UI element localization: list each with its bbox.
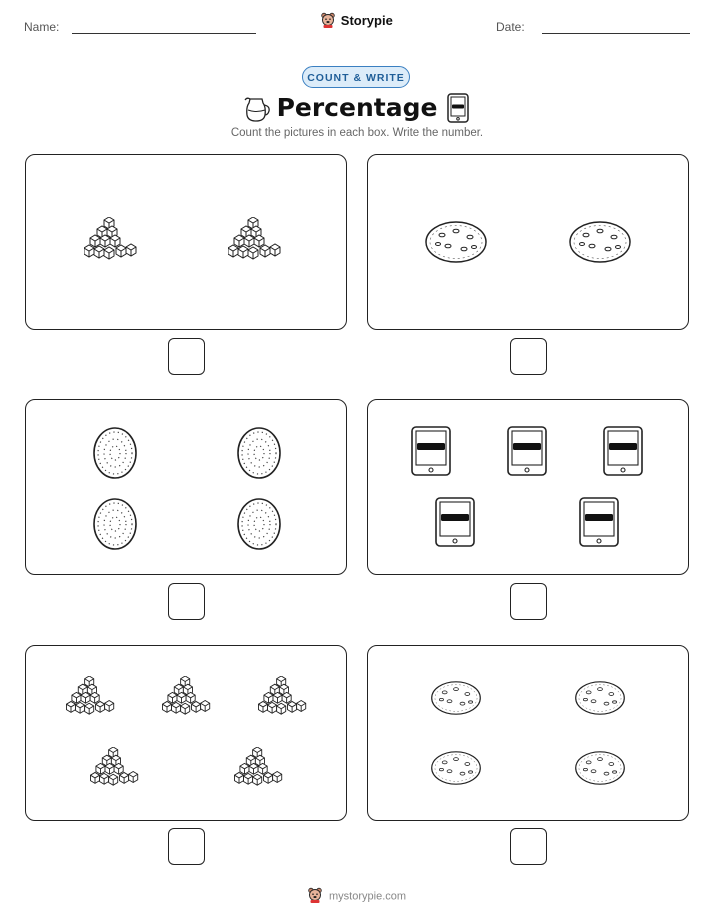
brand	[0, 12, 714, 31]
answer-box[interactable]	[168, 583, 205, 620]
cookie-icon	[430, 751, 482, 785]
sugar-cubes-icon	[90, 747, 140, 787]
brand-name: Storypie	[340, 12, 393, 28]
answer-box[interactable]	[510, 338, 547, 375]
sugar-cubes-icon	[258, 676, 308, 716]
name-label: Name:	[24, 20, 60, 34]
tablet-icon	[446, 93, 470, 123]
sugar-cubes-icon	[66, 676, 116, 716]
count-panel	[367, 645, 689, 821]
sugar-cubes-icon	[228, 217, 282, 261]
name-line[interactable]	[72, 33, 256, 34]
tablet-icon	[579, 497, 619, 547]
cookie-icon	[425, 221, 487, 263]
sugar-cubes-icon	[84, 217, 138, 261]
sugar-cubes-icon	[234, 747, 284, 787]
answer-box[interactable]	[510, 583, 547, 620]
egg-icon	[92, 497, 138, 551]
tablet-icon	[603, 426, 643, 476]
cookie-icon	[574, 751, 626, 785]
page-title: Percentage	[276, 93, 438, 122]
instructions: Count the pictures in each box. Write the number.	[230, 127, 484, 139]
date-line[interactable]	[542, 33, 690, 34]
tablet-icon	[507, 426, 547, 476]
count-panel	[367, 399, 689, 575]
cookie-icon	[430, 681, 482, 715]
cookie-icon	[569, 221, 631, 263]
egg-icon	[236, 426, 282, 480]
count-panel	[25, 399, 347, 575]
footer	[0, 887, 714, 906]
count-panel	[367, 154, 689, 330]
count-panel	[25, 154, 347, 330]
answer-box[interactable]	[168, 828, 205, 865]
answer-box[interactable]	[510, 828, 547, 865]
sugar-cubes-icon	[162, 676, 212, 716]
egg-icon	[92, 426, 138, 480]
egg-icon	[236, 497, 282, 551]
count-panel	[25, 645, 347, 821]
tablet-icon	[411, 426, 451, 476]
footer-url: mystorypie.com	[329, 890, 407, 903]
count-write-badge: COUNT & WRITE	[302, 66, 410, 88]
cookie-icon	[574, 681, 626, 715]
tablet-icon	[435, 497, 475, 547]
answer-box[interactable]	[168, 338, 205, 375]
date-label: Date:	[496, 20, 525, 34]
bear-logo-icon	[321, 12, 335, 31]
bear-logo-icon	[308, 887, 322, 906]
